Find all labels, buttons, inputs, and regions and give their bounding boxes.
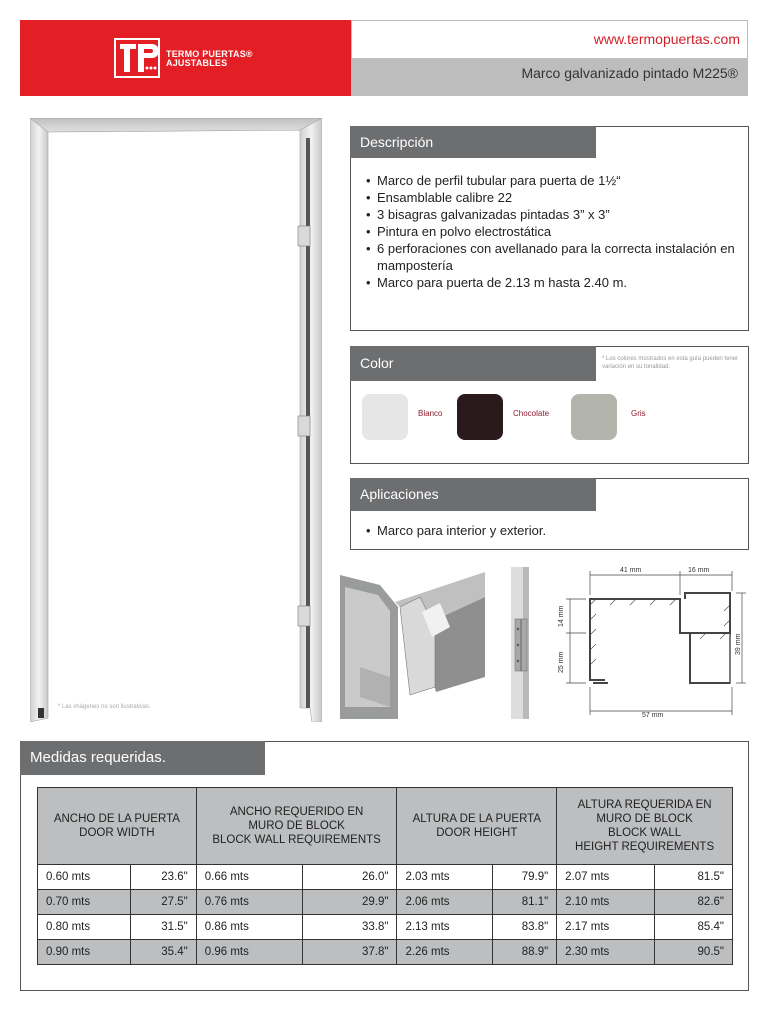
table-cell: 29.9" <box>302 890 397 915</box>
table-cell: 2.07 mts <box>557 865 655 890</box>
profile-dimension-diagram <box>550 565 750 720</box>
table-cell: 0.76 mts <box>196 890 302 915</box>
color-swatch-gris <box>571 394 617 440</box>
dim-57mm: 57 mm <box>642 712 664 719</box>
table-cell: 2.30 mts <box>557 940 655 965</box>
table-cell: 83.8" <box>493 915 557 940</box>
table-cell: 33.8" <box>302 915 397 940</box>
color-label-chocolate: Chocolate <box>513 409 550 418</box>
dim-41mm: 41 mm <box>620 567 642 574</box>
table-cell: 79.9" <box>493 865 557 890</box>
website-link[interactable]: www.termopuertas.com <box>593 31 740 47</box>
table-cell: 2.06 mts <box>397 890 493 915</box>
header-required-width <box>196 788 397 865</box>
table-cell: 90.5" <box>655 940 733 965</box>
door-frame-photo <box>30 118 322 722</box>
table-cell: 2.17 mts <box>557 915 655 940</box>
color-swatch-blanco <box>362 394 408 440</box>
brand-name-line2: AJUSTABLES <box>166 58 228 68</box>
hinge-photo <box>497 567 539 719</box>
table-cell: 0.60 mts <box>38 865 131 890</box>
frame-corner-photo <box>340 567 485 719</box>
description-item: • Pintura en polvo electrostática <box>366 223 744 240</box>
image-disclaimer: * Las imágenes no son ilustrativas. <box>58 704 151 710</box>
table-cell: 2.26 mts <box>397 940 493 965</box>
description-item: • Ensamblable calibre 22 <box>366 189 744 206</box>
color-label-blanco: Blanco <box>418 409 443 418</box>
header-door-width <box>38 788 197 865</box>
header-door-height <box>397 788 557 865</box>
table-cell: 23.6" <box>130 865 196 890</box>
description-item: • Marco para puerta de 2.13 m hasta 2.40 m. <box>366 274 744 291</box>
table-cell: 0.66 mts <box>196 865 302 890</box>
description-title: Descripción <box>350 126 596 158</box>
measurements-title: Medidas requeridas. <box>20 741 265 775</box>
brand-name-line1: TERMO PUERTAS® <box>166 49 253 59</box>
table-cell: 37.8" <box>302 940 397 965</box>
dim-16mm: 16 mm <box>688 567 710 574</box>
color-note: * Los colores mostrados en esta guía pueden tener variación en su tonalidad. <box>602 356 739 370</box>
description-item: • Marco de perfil tubular para puerta de 1½“ <box>366 172 744 189</box>
measurements-table <box>37 787 733 965</box>
table-cell: 2.03 mts <box>397 865 493 890</box>
table-cell: 2.13 mts <box>397 915 493 940</box>
dim-14mm: 14 mm <box>558 605 565 627</box>
color-swatch-chocolate <box>457 394 503 440</box>
header-text: ANCHO REQUERIDO EN MURO DE BLOCK BLOCK WALL REQUIREMENTS <box>212 806 381 846</box>
table-row <box>38 915 733 940</box>
color-label-gris: Gris <box>631 409 646 418</box>
header-required-height <box>557 788 733 865</box>
application-item: • Marco para interior y exterior. <box>366 523 546 538</box>
applications-title: Aplicaciones <box>350 478 596 511</box>
color-title: Color <box>350 346 596 381</box>
description-list <box>366 172 744 291</box>
dim-39mm: 39 mm <box>735 633 742 655</box>
table-cell: 81.1" <box>493 890 557 915</box>
product-title: Marco galvanizado pintado M225® <box>521 65 738 81</box>
table-cell: 81.5" <box>655 865 733 890</box>
table-row <box>38 940 733 965</box>
table-cell: 85.4" <box>655 915 733 940</box>
table-cell: 26.0" <box>302 865 397 890</box>
description-item: • 3 bisagras galvanizadas pintadas 3” x 3” <box>366 206 744 223</box>
table-cell: 31.5" <box>130 915 196 940</box>
dim-25mm: 25 mm <box>558 651 565 673</box>
termopuertas-logo-icon <box>114 38 160 78</box>
table-cell: 0.96 mts <box>196 940 302 965</box>
table-cell: 35.4" <box>130 940 196 965</box>
table-cell: 0.70 mts <box>38 890 131 915</box>
table-cell: 82.6" <box>655 890 733 915</box>
header-text: ANCHO DE LA PUERTA DOOR WIDTH <box>53 813 180 839</box>
description-item: • 6 perforaciones con avellanado para la correcta instalación en mampostería <box>366 240 744 274</box>
header-text: ALTURA DE LA PUERTA DOOR HEIGHT <box>412 813 542 839</box>
table-cell: 2.10 mts <box>557 890 655 915</box>
table-cell: 0.90 mts <box>38 940 131 965</box>
table-cell: 0.80 mts <box>38 915 131 940</box>
table-row <box>38 890 733 915</box>
applications-list <box>366 523 546 538</box>
table-cell: 27.5" <box>130 890 196 915</box>
table-row <box>38 865 733 890</box>
table-cell: 88.9" <box>493 940 557 965</box>
header-text: ALTURA REQUERIDA EN MURO DE BLOCK BLOCK WALL HEIGHT REQUIREMENTS <box>575 799 715 853</box>
table-cell: 0.86 mts <box>196 915 302 940</box>
